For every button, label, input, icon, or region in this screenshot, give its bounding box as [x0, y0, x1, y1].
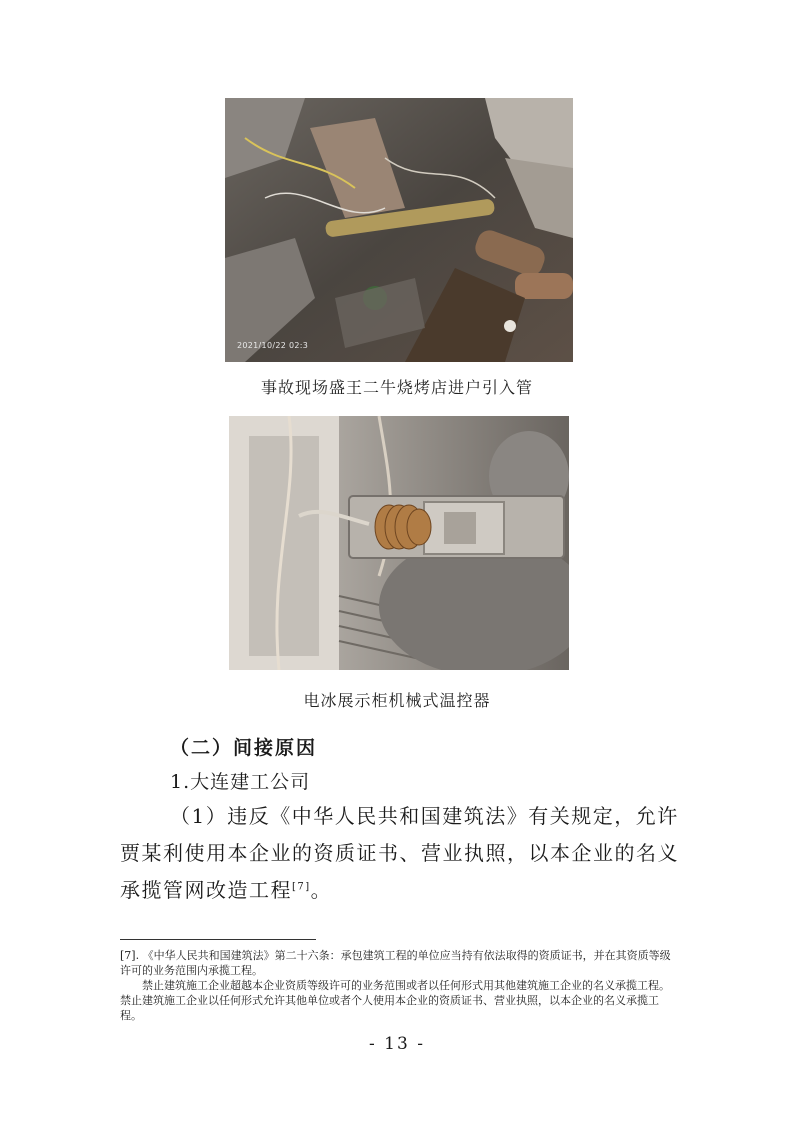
photo-timestamp: 2021/10/22 02:3: [237, 341, 309, 350]
footnote-reference[interactable]: [7]: [292, 881, 311, 893]
photo-caption: 事故现场盛王二牛烧烤店进户引入管: [260, 378, 533, 397]
page-number: - 13 -: [369, 1034, 425, 1054]
paragraph-text: （1）违反《中华人民共和国建筑法》有关规定，允许贾某利使用本企业的资质证书、营业执照，以本企业的名义承揽管网改造工程: [120, 804, 679, 902]
accident-site-photo: [225, 98, 573, 362]
footnote-text: [7]. 《中华人民共和国建筑法》第二十六条：承包建筑工程的单位应当持有依法取得的资质证书，并在其资质等级许可的业务范围内承揽工程。: [120, 949, 671, 977]
thermostat-photo: [229, 416, 569, 670]
thermostat-image: [229, 416, 569, 670]
section-subheading: 1.大连建工公司: [170, 771, 311, 793]
body-paragraph: [120, 798, 680, 909]
section-heading: （二）间接原因: [170, 737, 318, 759]
footnote-text: 禁止建筑施工企业超越本企业资质等级许可的业务范围或者以任何形式用其他建筑施工企业的名义承揽工程。禁止建筑施工企业以任何形式允许其他单位或者个人使用本企业的资质证书、营业执照，以本企业的名义承揽工程。: [120, 979, 670, 1022]
footnote-divider: [120, 939, 316, 940]
photo-caption: 电冰展示柜机械式温控器: [303, 691, 491, 710]
paragraph-end: 。: [310, 878, 333, 902]
rubble-pipe-image: [225, 98, 573, 362]
